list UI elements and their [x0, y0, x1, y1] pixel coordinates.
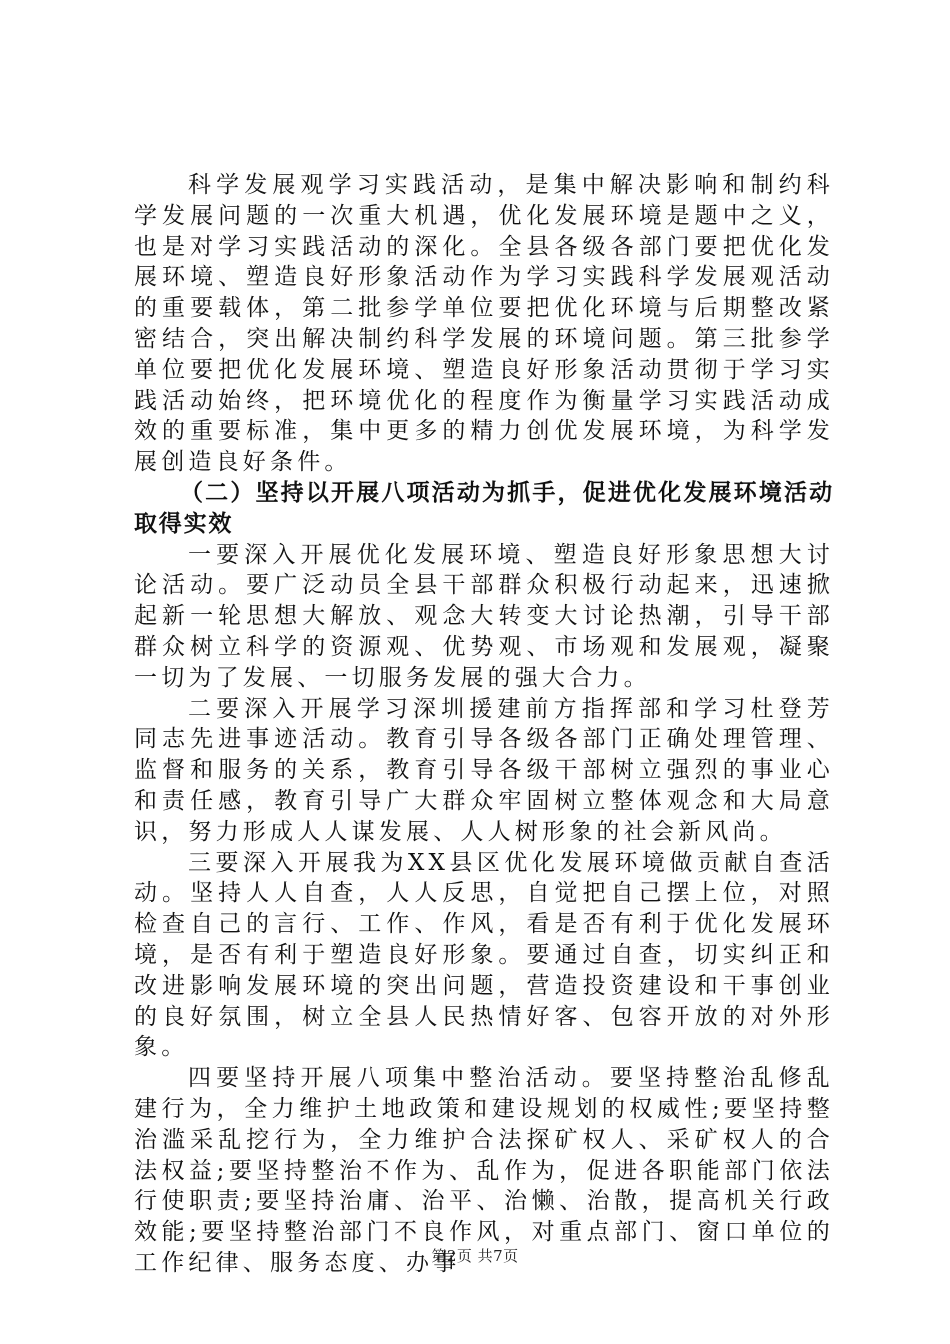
paragraph-discussion-activity: 一要深入开展优化发展环境、塑造良好形象思想大讨论活动。要广泛动员全县干部群众积极行动起来，迅速掀起新一轮思想大解放、观念大转变大讨论热潮，引导干部群众树立科学的资源观、优势观、市场观和发展观，凝聚一切为了发展、一切服务发展的强大合力。	[134, 541, 834, 691]
page-number-footer: 第2页 共7页	[431, 1247, 519, 1265]
section-heading: （二）坚持以开展八项活动为抓手，促进优化发展环境活动取得实效	[134, 479, 834, 537]
paragraph-rectification-activity: 四要坚持开展八项集中整治活动。要坚持整治乱修乱建行为，全力维护土地政策和建设规划的权威性;要坚持整治滥采乱挖行为，全力维护合法探矿权人、采矿权人的合法权益;要坚持整治不作为、乱作为，促进各职能部门依法行使职责;要坚持治庸、治平、治懒、治散，提高机关行政效能;要坚持整治部门不良作风，对重点部门、窗口单位的工作纪律、服务态度、办事	[134, 1065, 834, 1276]
paragraph-study-practice: 科学发展观学习实践活动，是集中解决影响和制约科学发展问题的一次重大机遇，优化发展环境是题中之义，也是对学习实践活动的深化。全县各级各部门要把优化发展环境、塑造良好形象活动作为学习实践科学发展观活动的重要载体，第二批参学单位要把优化环境与后期整改紧密结合，突出解决制约科学发展的环境问题。第三批参学单位要把优化发展环境、塑造良好形象活动贯彻于学习实践活动始终，把环境优化的程度作为衡量学习实践活动成效的重要标准，集中更多的精力创优发展环境，为科学发展创造良好条件。	[134, 172, 834, 476]
paragraph-self-check-activity: 三要深入开展我为XX县区优化发展环境做贡献自查活动。坚持人人自查，人人反思，自觉把自己摆上位，对照检查自己的言行、工作、作风，看是否有利于优化发展环境，是否有利于塑造良好形象。要通过自查，切实纠正和改进影响发展环境的突出问题，营造投资建设和干事创业的良好氛围，树立全县人民热情好客、包容开放的对外形象。	[134, 849, 834, 1061]
paragraph-learning-activity: 二要深入开展学习深圳援建前方指挥部和学习杜登芳同志先进事迹活动。教育引导各级各部门正确处理管理、监督和服务的关系，教育引导各级干部树立强烈的事业心和责任感，教育引导广大群众牢固树立整体观念和大局意识，努力形成人人谋发展、人人树形象的社会新风尚。	[134, 695, 834, 845]
document-body	[134, 170, 834, 1279]
